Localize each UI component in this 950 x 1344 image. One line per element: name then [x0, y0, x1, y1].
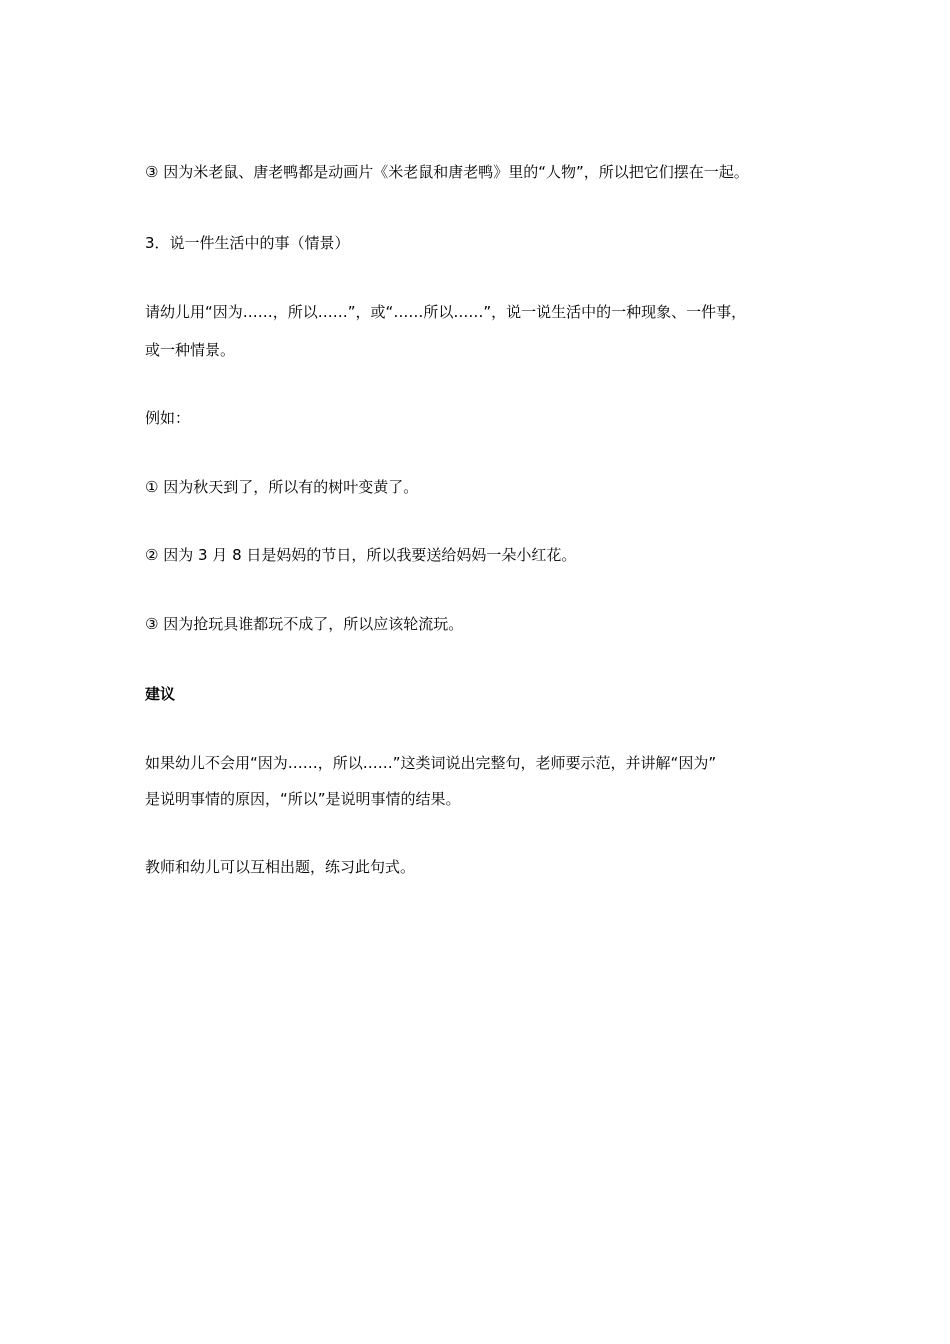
suggestion-heading: 建议	[145, 685, 176, 703]
example-item-2: ② 因为 3 月 8 日是妈妈的节日，所以我要送给妈妈一朵小红花。	[145, 546, 577, 564]
example-label: 例如：	[145, 409, 191, 427]
instruction-line-1: 请幼儿用“因为……，所以……”，或“……所以……”，说一说生活中的一种现象、一件事，	[145, 303, 747, 321]
example-item-3: ③ 因为抢玩具谁都玩不成了，所以应该轮流玩。	[145, 615, 464, 633]
example-item-1: ① 因为秋天到了，所以有的树叶变黄了。	[145, 478, 419, 496]
suggestion-line-2: 是说明事情的原因，“所以”是说明事情的结果。	[145, 790, 461, 808]
closing-line: 教师和幼儿可以互相出题，练习此句式。	[145, 858, 416, 876]
section-title: 3．说一件生活中的事（情景）	[145, 234, 350, 252]
example-item-prev-3: ③ 因为米老鼠、唐老鸭都是动画片《米老鼠和唐老鸭》里的“人物”，所以把它们摆在一起。	[145, 163, 749, 181]
suggestion-line-1: 如果幼儿不会用“因为……，所以……”这类词说出完整句，老师要示范，并讲解“因为”	[145, 754, 717, 772]
instruction-line-2: 或一种情景。	[145, 341, 236, 359]
